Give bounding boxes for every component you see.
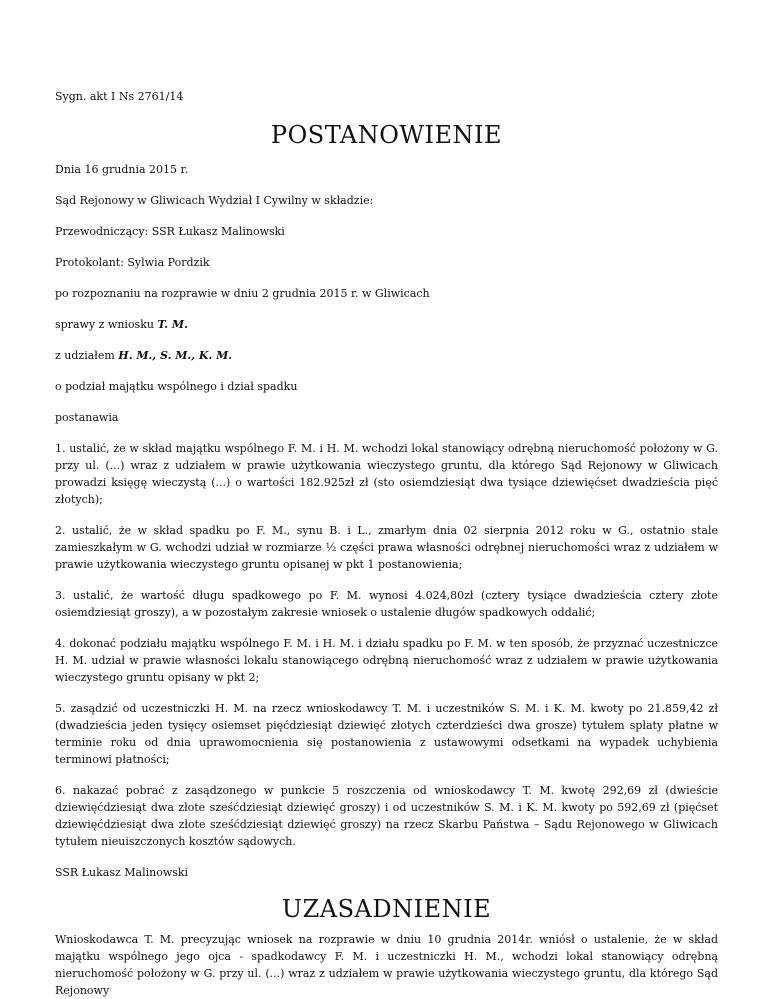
justification-text: Wnioskodawca T. M. precyzując wniosek na rozprawie w dniu 10 grudnia 2014r. wniósł o ustalenie, że w skład majątku wspólnego jego ojca - spadkodawcy F. M. i uczestniczki H. M., wchodzi lokal stanowiący odrębną nieruchomość położony w G. przy ul. (...) wraz z udziałem w prawie użytkowania wieczystego gruntu, dla którego Sąd Rejonowy: [55, 933, 718, 997]
presiding-judge: Przewodniczący: SSR Łukasz Malinowski: [55, 225, 285, 238]
applicant-name: T. M.: [157, 318, 188, 331]
hearing-info: po rozpoznaniu na rozprawie w dniu 2 grudnia 2015 r. w Gliwicach: [55, 287, 430, 300]
ruling-item-5: 5. zasądzić od uczestniczki H. M. na rzecz wnioskodawcy T. M. i uczestników S. M. i K. M. kwoty po 21.859,42 zł (dwadzieścia jeden tysięcy osiemset pięćdziesiąt dziewięć złotych czterdzieści dwa grosze) tytułem spłaty płatne w terminie roku od dnia uprawomocnienia się postanowienia z ustawowymi odsetkami na wypadek uchybienia terminowi płatności;: [55, 702, 718, 766]
ruling-item-2: 2. ustalić, że w skład spadku po F. M., synu B. i L., zmarłym dnia 02 sierpnia 2012 roku w G., ostatnio stale zamieszkałym w G. wchodzi udział w rozmiarze ½ części prawa własności odrębnej nieruchomości wraz z udziałem w prawie użytkowania wieczystego gruntu opisanej w pkt 1 postanowienia;: [55, 524, 718, 571]
justification-title: UZASADNIENIE: [281, 895, 492, 923]
motion-prefix: sprawy z wniosku: [55, 318, 158, 331]
ruling-item-4: 4. dokonać podziału majątku wspólnego F. M. i H. M. i działu spadku po F. M. w ten sposób, że przyznać uczestniczce H. M. udział w prawie własności lokalu stanowiącego odrębną nieruchomość wraz z udziałem w prawie użytkowania wieczystego gruntu opisany w pkt 2;: [55, 637, 718, 684]
participants-prefix: z udziałem: [55, 349, 119, 362]
decision-title: POSTANOWIENIE: [270, 121, 503, 149]
decides-word: postanawia: [55, 411, 119, 424]
ruling-item-1: 1. ustalić, że w skład majątku wspólnego F. M. i H. M. wchodzi lokal stanowiący odrębną nieruchomość położony w G. przy ul. (...) wraz z udziałem w prawie użytkowania wieczystego gruntu, dla którego Sąd Rejonowy w Gliwicach prowadzi księgę wieczystą (...) o wartości 182.925zł zł (sto osiemdziesiąt dwa tysiące dziewięćset dwadzieścia pięć złotych);: [55, 442, 718, 506]
participants-line: [55, 347, 718, 364]
court-clerk: Protokolant: Sylwia Pordzik: [55, 256, 210, 269]
decision-date: Dnia 16 grudnia 2015 r.: [55, 163, 189, 176]
ruling-item-3: 3. ustalić, że wartość długu spadkowego po F. M. wynosi 4.024,80zł (cztery tysiące dwadzieścia cztery złote osiemdziesiąt groszy), a w pozostałym zakresie wniosek o ustalenie długów spadkowych oddalić;: [55, 589, 718, 619]
case-signature: Sygn. akt I Ns 2761/14: [55, 90, 184, 103]
court-composition: Sąd Rejonowy w Gliwicach Wydział I Cywilny w składzie:: [55, 194, 374, 207]
motion-line: [55, 316, 718, 333]
ruling-item-6: 6. nakazać pobrać z zasądzonego w punkcie 5 roszczenia od wnioskodawcy T. M. kwotę 292,69 zł (dwieście dziewięćdziesiąt dwa złote sześćdziesiąt dziewięć groszy) i od uczestników S. M. i K. M. kwoty po 592,69 zł (pięćset dziewięćdziesiąt dwa złote sześćdziesiąt dziewięć groszy) na rzecz Skarbu Państwa – Sądu Rejonowego w Gliwicach tytułem nieuiszczonych kosztów sądowych.: [55, 784, 718, 848]
participants-names: H. M., S. M., K. M.: [118, 349, 233, 362]
judge-signature: SSR Łukasz Malinowski: [55, 866, 189, 879]
case-subject: o podział majątku wspólnego i dział spadku: [55, 380, 298, 393]
